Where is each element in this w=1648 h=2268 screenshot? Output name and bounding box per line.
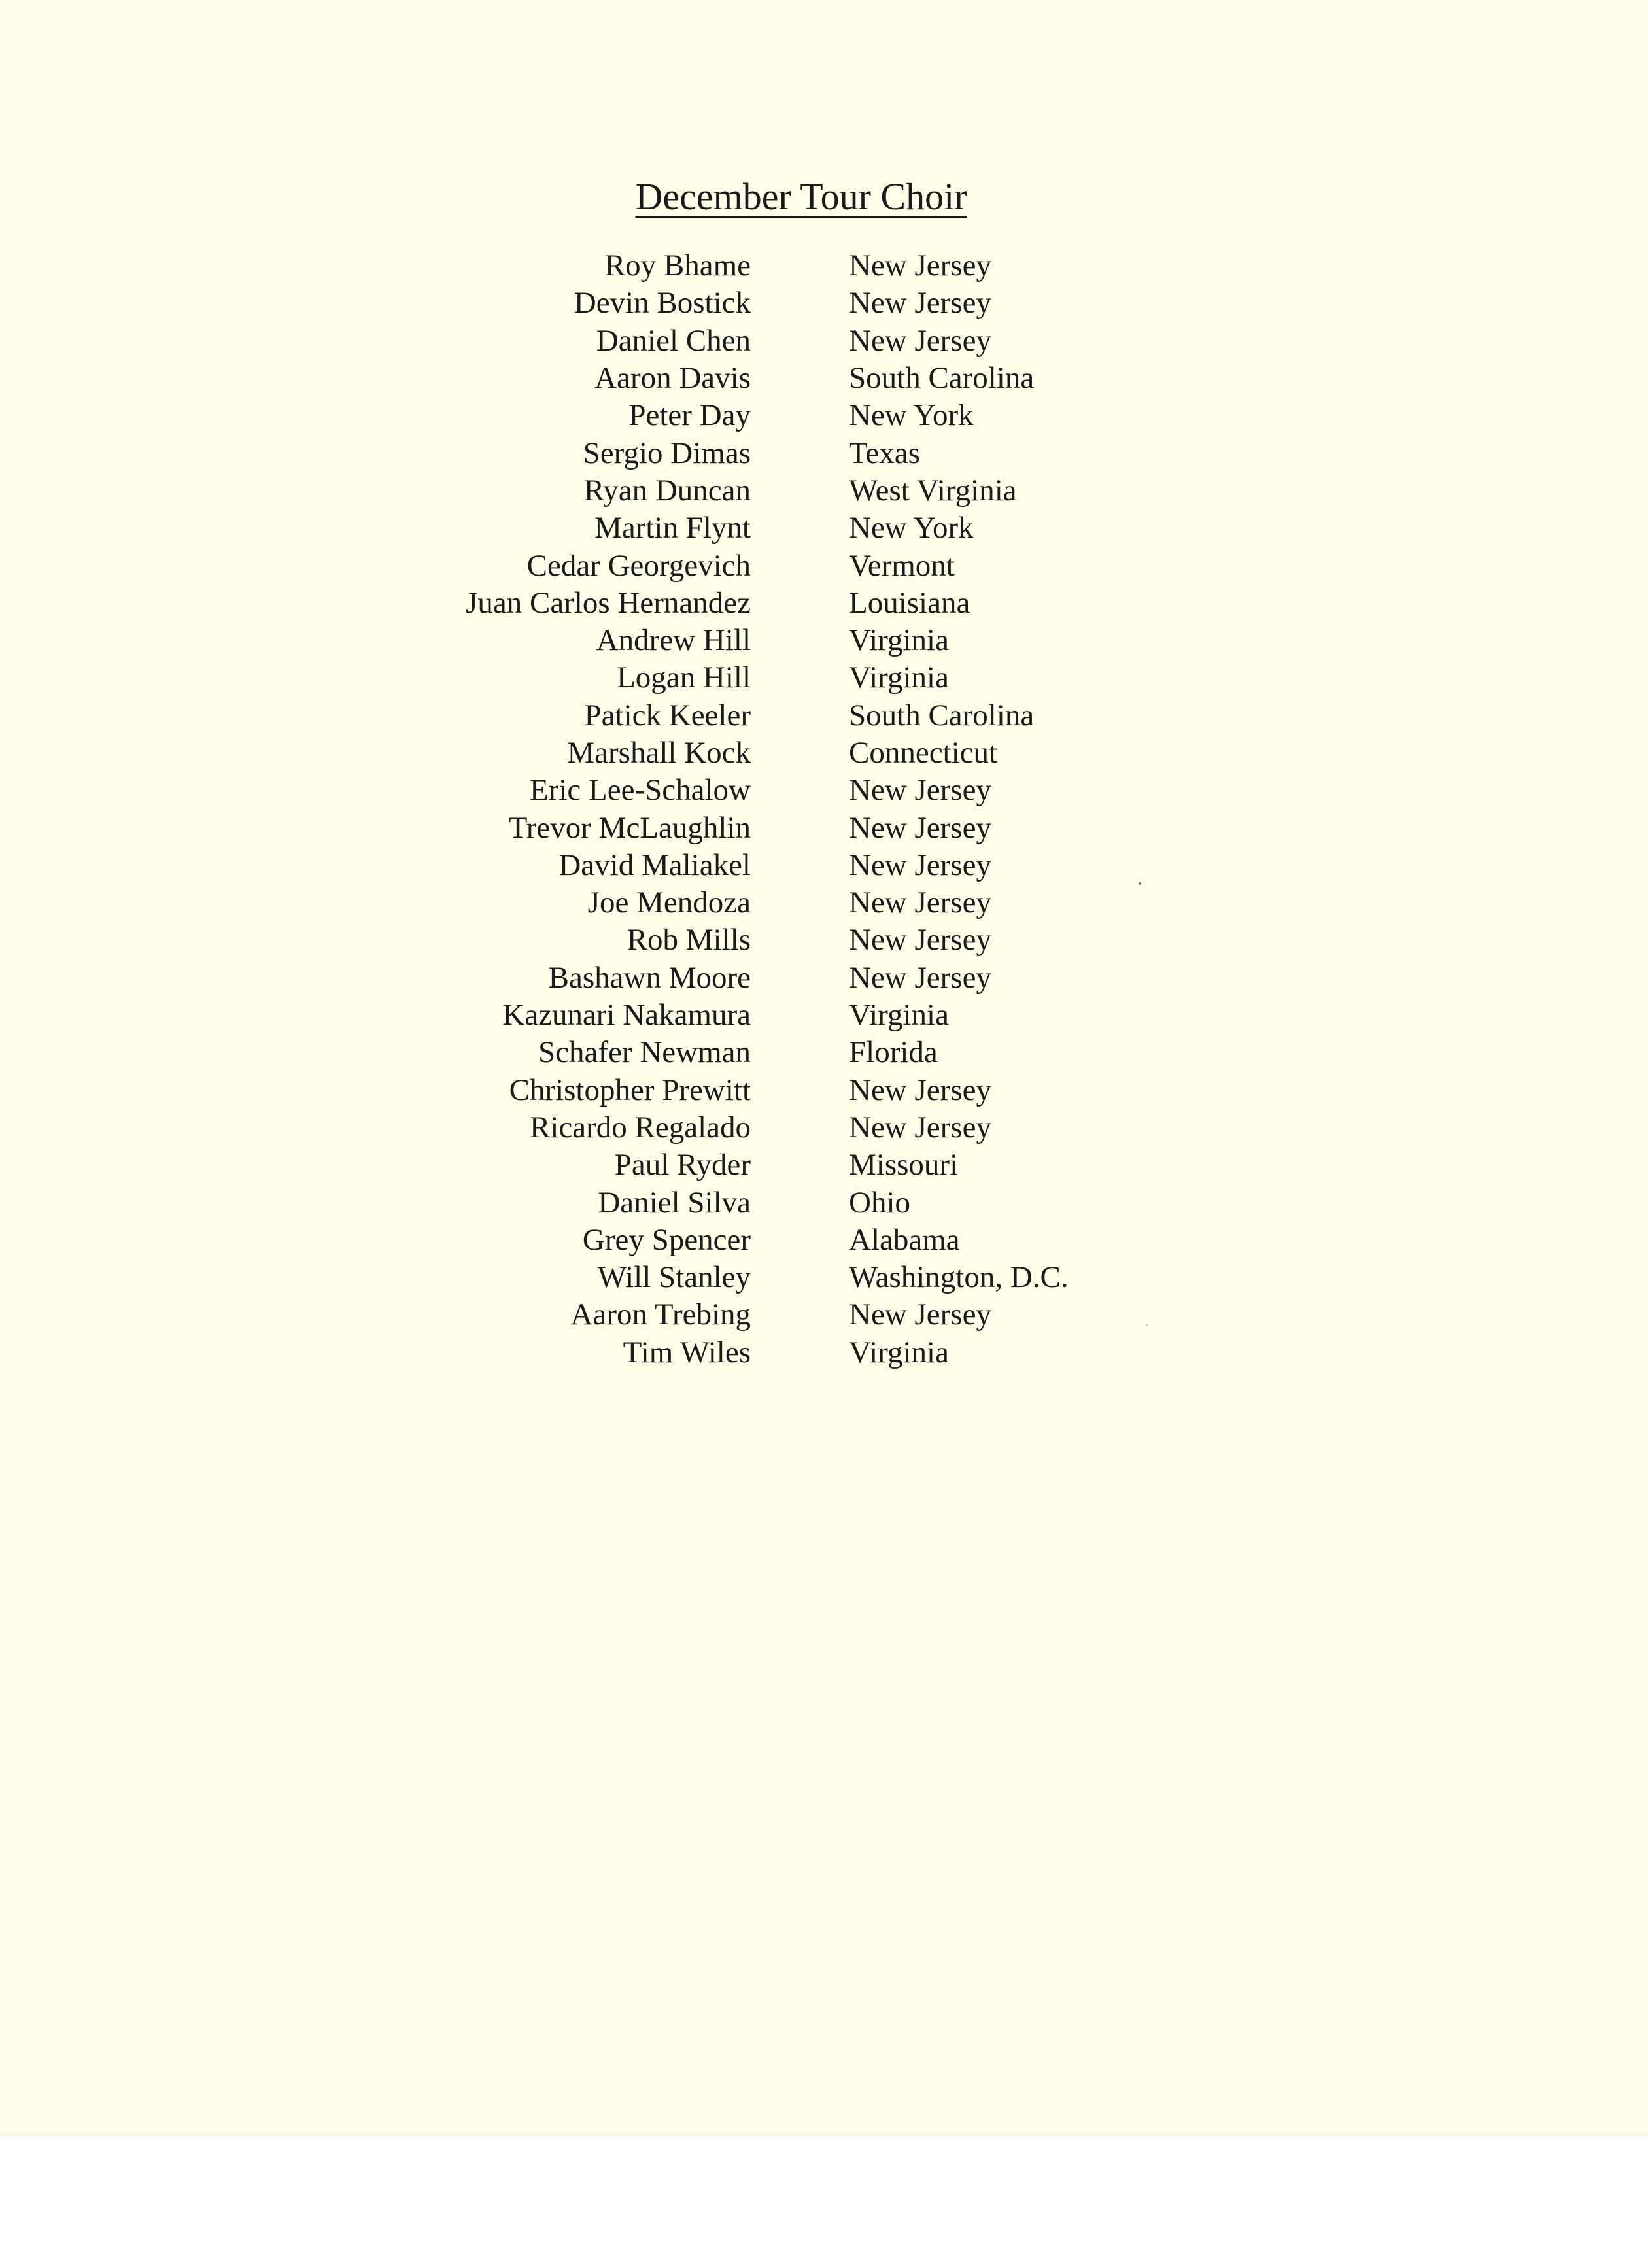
member-name: Devin Bostick [574, 286, 751, 320]
member-state: Connecticut [849, 736, 998, 770]
member-state: New Jersey [849, 1110, 991, 1144]
member-name: Paul Ryder [614, 1148, 751, 1182]
table-row [0, 247, 1648, 284]
member-state: New Jersey [849, 848, 991, 882]
member-state: New Jersey [849, 1073, 991, 1107]
table-row [0, 1259, 1648, 1296]
table-row [0, 547, 1648, 584]
table-row [0, 659, 1648, 696]
table-row [0, 322, 1648, 360]
table-row [0, 997, 1648, 1034]
member-state: Missouri [849, 1148, 959, 1182]
table-row [0, 1184, 1648, 1221]
member-name: Ricardo Regalado [529, 1110, 751, 1144]
document-title: December Tour Choir [635, 175, 967, 218]
table-row [0, 1222, 1648, 1259]
table-row [0, 1146, 1648, 1184]
table-row [0, 585, 1648, 622]
member-name: Cedar Georgevich [526, 548, 751, 583]
table-row [0, 809, 1648, 846]
member-name: Marshall Kock [567, 736, 751, 770]
choir-roster [0, 247, 1648, 1371]
table-row [0, 921, 1648, 959]
table-row [0, 847, 1648, 884]
member-state: Texas [849, 436, 920, 470]
table-row [0, 697, 1648, 734]
table-row [0, 1034, 1648, 1071]
member-name: Schafer Newman [538, 1035, 751, 1070]
member-state: Vermont [849, 548, 955, 583]
table-row [0, 1296, 1648, 1333]
member-state: New Jersey [849, 810, 991, 845]
member-name: Daniel Silva [598, 1185, 751, 1220]
member-name: Andrew Hill [596, 623, 751, 658]
member-name: Bashawn Moore [548, 960, 751, 995]
member-state: New Jersey [849, 923, 991, 957]
member-state: New York [849, 511, 974, 545]
member-name: Will Stanley [597, 1260, 751, 1295]
table-row [0, 1109, 1648, 1146]
table-row [0, 1072, 1648, 1109]
member-name: Rob Mills [627, 923, 751, 957]
table-row [0, 622, 1648, 659]
member-state: New Jersey [849, 885, 991, 920]
member-name: Christopher Prewitt [509, 1073, 751, 1107]
paper-bottom-edge [0, 2133, 1648, 2137]
table-row [0, 397, 1648, 434]
member-state: Alabama [849, 1222, 960, 1257]
table-row [0, 959, 1648, 997]
member-name: Tim Wiles [623, 1335, 751, 1369]
table-row [0, 360, 1648, 397]
member-state: Virginia [849, 623, 949, 658]
table-row [0, 434, 1648, 472]
table-row [0, 734, 1648, 772]
member-state: New Jersey [849, 960, 991, 995]
member-state: Virginia [849, 661, 949, 695]
member-name: Ryan Duncan [583, 473, 751, 507]
member-name: Eric Lee-Schalow [530, 773, 751, 808]
scan-speck [1146, 1324, 1148, 1326]
member-name: Sergio Dimas [583, 436, 751, 470]
member-state: New Jersey [849, 249, 991, 283]
member-state: South Carolina [849, 698, 1035, 732]
member-name: Aaron Trebing [570, 1297, 751, 1332]
member-name: Daniel Chen [596, 323, 751, 358]
member-name: Grey Spencer [582, 1222, 751, 1257]
member-name: Joe Mendoza [587, 885, 751, 920]
member-name: Martin Flynt [594, 511, 751, 545]
member-name: Juan Carlos Hernandez [466, 585, 751, 620]
scan-speck [1139, 882, 1141, 885]
table-row [0, 772, 1648, 809]
member-state: New Jersey [849, 323, 991, 358]
member-state: Louisiana [849, 585, 970, 620]
table-row [0, 284, 1648, 322]
member-state: New Jersey [849, 286, 991, 320]
member-name: Patick Keeler [584, 698, 751, 732]
table-row [0, 509, 1648, 547]
member-state: New Jersey [849, 1297, 991, 1332]
member-name: Peter Day [628, 398, 751, 433]
member-state: New York [849, 398, 974, 433]
member-state: Virginia [849, 998, 949, 1033]
member-name: Kazunari Nakamura [502, 998, 751, 1033]
member-name: David Maliakel [558, 848, 751, 882]
member-state: West Virginia [849, 473, 1017, 507]
table-row [0, 884, 1648, 921]
member-state: Virginia [849, 1335, 949, 1369]
member-state: Florida [849, 1035, 938, 1070]
table-row [0, 1334, 1648, 1371]
member-state: Ohio [849, 1185, 910, 1220]
member-name: Aaron Davis [594, 361, 751, 396]
member-name: Logan Hill [617, 661, 751, 695]
member-state: Washington, D.C. [849, 1260, 1069, 1295]
member-name: Trevor McLaughlin [508, 810, 751, 845]
member-state: New Jersey [849, 773, 991, 808]
member-name: Roy Bhame [604, 249, 751, 283]
member-state: South Carolina [849, 361, 1035, 396]
table-row [0, 472, 1648, 509]
